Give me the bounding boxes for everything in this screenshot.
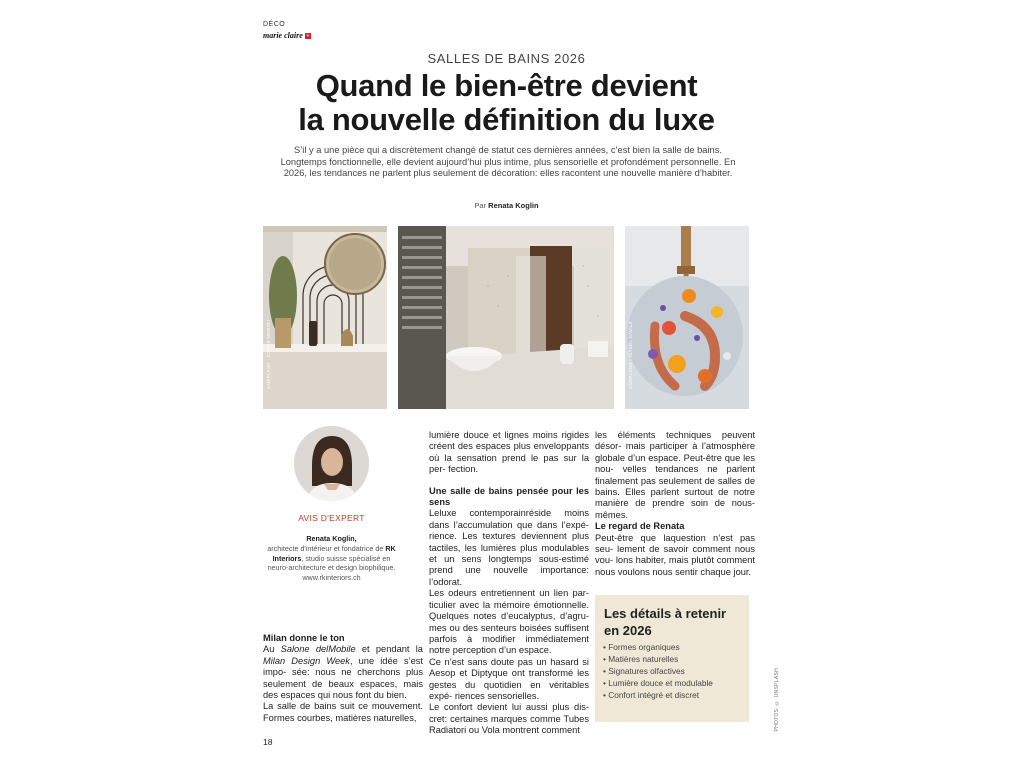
byline-author: Renata Koglin (488, 201, 539, 210)
article-kicker: SALLES DE BAINS 2026 (427, 51, 586, 66)
col2-paragraph-4: Ce n’est sans doute pas un hasard si Aesop et Diptyque ont transformé les gestes du quotidien en véritables expé- riences sensorielles. (429, 656, 589, 701)
section-rubric: DÉCO (263, 21, 286, 28)
photo-credit-3: UNSPLASH - ISABEL DAVILA (628, 321, 633, 389)
photo-bathroom-interior (398, 226, 614, 409)
brand-logo (263, 31, 311, 40)
col1-paragraph-1: Au Salone delMobile et pendant la Milan Design Week, une idée s’est impo- sée: nous ne cherchons plus seulement de beaux espaces, mais des espaces qui nous font du bien. (263, 644, 423, 701)
expert-desc: , studio suisse spécialisé en neuro-architecture et design biophilique. (267, 553, 396, 573)
photo-bath-citrus (625, 226, 749, 409)
box-item: • Matières naturelles (603, 654, 679, 664)
photo-credits: PHOTOS: © UNSPLASH (774, 668, 780, 732)
col2-paragraph-3: Les odeurs entretiennent un lien par- ticulier avec la mémoire émotionnelle. Quelques notes d’eucalyptus, d’agru- mes ou des senteurs boisées suffisent parfois à modifier immédiatement notre perception d’un espace. (429, 588, 589, 656)
article-column-2 (429, 430, 589, 737)
expert-portrait (294, 426, 369, 501)
box-title: Les détails à retenir en 2026 (604, 606, 727, 638)
brand-name: marie claire (263, 31, 303, 40)
col2-heading: Une salle de bains pensée pour les sens (429, 485, 589, 508)
expert-label: AVIS D'EXPERT (298, 513, 365, 523)
col1-paragraph-2: La salle de bains suit ce mouvement. Formes courbes, matières naturelles, (263, 701, 423, 723)
page-number: 18 (263, 737, 273, 747)
expert-role: architecte d'intérieur et fondatrice de (267, 543, 384, 553)
expert-company: RK Interiors (272, 543, 396, 563)
key-details-box (595, 595, 749, 722)
col3-paragraph-1: les éléments techniques peuvent désor- mais participer à l’atmosphère globale d’un espace. Peut-être que les nou- velles tendances ne parlent finalement pas seulement de salles de bains. Elles parlent surtout de notre manière de prendre soin de nous-mêmes. (595, 430, 755, 520)
byline-prefix: Par (474, 201, 487, 210)
article-column-1 (263, 633, 423, 724)
article-column-3 (595, 430, 755, 578)
expert-name: Renata Koglin, (306, 534, 357, 543)
byline (0, 201, 1013, 210)
box-item: • Signatures olfactives (603, 666, 685, 676)
swiss-flag-icon: + (306, 33, 310, 40)
col3-paragraph-2: Peut-être que laquestion n’est pas seu- lement de savoir comment nous vou- lons habiter, mais plutôt comment nous voulons nous sentir chaque jour. (595, 532, 755, 577)
photo-credit-1: UNSPLASH - ZOHRE NEMATI (266, 320, 271, 389)
box-item: • Confort intégré et discret (603, 690, 700, 700)
box-list (603, 641, 713, 701)
col2-paragraph-2: Leluxe contemporainréside moins dans l’accumulation que dans l’expé- rience. Les textures deviennent plus tactiles, les lumières plus modulables et un sens longtemps sous-estimé prend une nouvelle importance: l’odorat. (429, 508, 589, 587)
col2-paragraph-1: lumière douce et lignes moins rigides créent des espaces plus enveloppants où la sensation prend le pas sur la per- fection. (429, 430, 589, 475)
expert-bio (263, 534, 400, 583)
article-lead: S’il y a une pièce qui a discrètement changé de statut ces dernières années, c’est bien la salle de bains. Longtemps fonctionnelle, elle devient aujourd’hui plus intime, plus sensorielle et profondément personnelle. En 2026, les tendances ne parlent plus seulement de décoration: elles racontent une nouvelle manière d’habiter. (280, 145, 736, 179)
article-title (0, 69, 1013, 137)
col3-heading: Le regard de Renata (595, 521, 685, 532)
col2-paragraph-5: Le confort devient lui aussi plus dis- cret: certaines marques comme Tubes Radiatori ou Vola montrent comment (429, 702, 589, 736)
box-item: • Lumière douce et modulable (603, 678, 713, 688)
title-line-1: Quand le bien-être devient (315, 68, 698, 103)
box-item: • Formes organiques (603, 642, 680, 652)
photo-bathroom-mirror (263, 226, 387, 409)
col1-heading: Milan donne le ton (263, 633, 345, 643)
expert-website: www.rkinteriors.ch (302, 573, 361, 583)
title-line-2: la nouvelle définition du luxe (298, 102, 715, 137)
